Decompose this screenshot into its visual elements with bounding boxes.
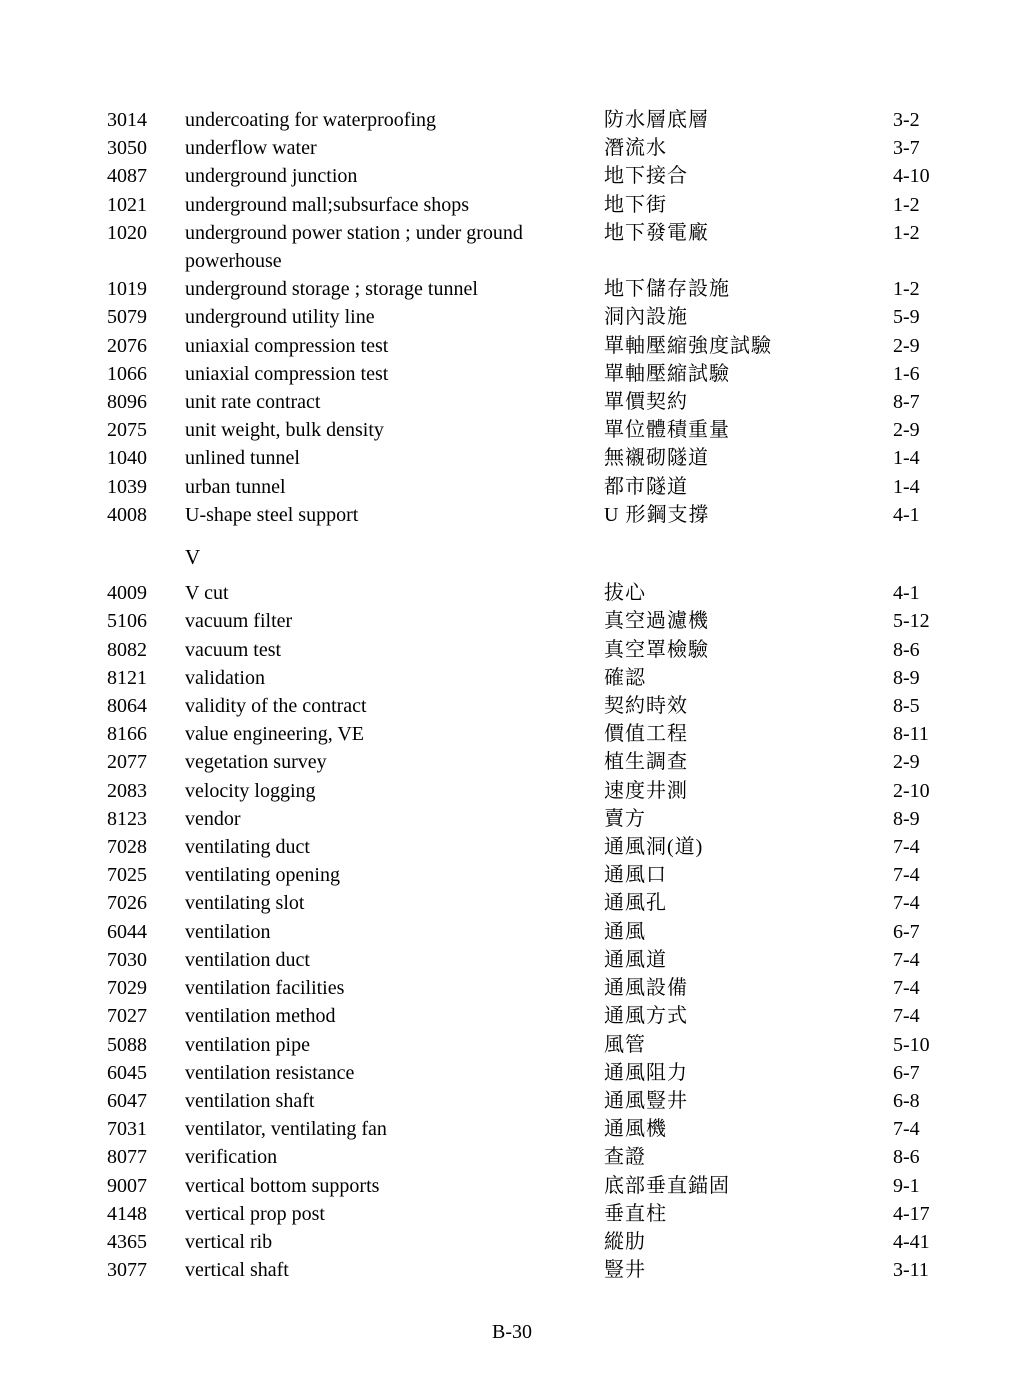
entry-code: 4148 [107, 1202, 147, 1225]
glossary-table [107, 106, 984, 1284]
entry-english-term: ventilation resistance [185, 1061, 355, 1084]
glossary-entry-row [107, 1115, 984, 1143]
entry-code: 8121 [107, 666, 147, 689]
entry-english-term: vendor [185, 807, 241, 830]
entry-code: 5088 [107, 1033, 147, 1056]
entry-page-ref: 1-6 [893, 362, 920, 385]
entry-code: 8123 [107, 807, 147, 830]
entry-chinese-term: 無襯砌隧道 [604, 447, 709, 470]
entry-chinese-term: 通風設備 [604, 977, 688, 1000]
entry-page-ref: 3-2 [893, 109, 920, 131]
entry-english-term: vertical prop post [185, 1202, 325, 1225]
glossary-entry-row [107, 720, 984, 748]
entry-page-ref: 7-4 [893, 892, 920, 915]
entry-english-term: vacuum filter [185, 610, 293, 633]
entry-chinese-term: 通風機 [604, 1118, 667, 1141]
entry-english-term: unlined tunnel [185, 447, 300, 470]
entry-chinese-term: 防水層底層 [604, 109, 709, 131]
entry-english-term: underground mall;subsurface shops [185, 193, 470, 216]
entry-code: 1039 [107, 475, 147, 498]
entry-chinese-term: 地下儲存設施 [604, 278, 730, 301]
entry-code: 8166 [107, 723, 147, 746]
entry-page-ref: 7-4 [893, 1005, 920, 1028]
page-number: B-30 [492, 1321, 532, 1343]
glossary-entry-row [107, 1031, 984, 1059]
entry-english-term: ventilation duct [185, 948, 310, 971]
entry-page-ref: 7-4 [893, 836, 920, 859]
entry-english-term: underflow water [185, 137, 317, 160]
entry-chinese-term: 價值工程 [604, 723, 688, 746]
entry-page-ref: 8-6 [893, 1146, 920, 1169]
entry-code: 4365 [107, 1230, 147, 1253]
entry-english-term: vacuum test [185, 638, 282, 661]
entry-english-term: ventilator, ventilating fan [185, 1118, 387, 1141]
entry-english-term: underground power station ; under ground powerhouse [185, 221, 523, 273]
entry-chinese-term: 通風 [604, 920, 646, 943]
entry-chinese-term: 通風豎井 [604, 1089, 688, 1112]
entry-chinese-term: 單位體積重量 [604, 419, 730, 442]
entry-chinese-term: 植生調查 [604, 751, 688, 774]
entry-page-ref: 3-11 [893, 1259, 929, 1282]
entry-code: 8064 [107, 695, 147, 718]
entry-page-ref: 1-4 [893, 447, 920, 470]
entry-english-term: undercoating for waterproofing [185, 109, 437, 131]
entry-chinese-term: 都市隧道 [604, 475, 688, 498]
entry-english-term: ventilating duct [185, 836, 310, 859]
entry-code: 9007 [107, 1174, 147, 1197]
entry-english-term: ventilation shaft [185, 1089, 315, 1112]
entry-page-ref: 8-9 [893, 807, 920, 830]
glossary-entry-row [107, 303, 984, 331]
glossary-entry-row [107, 1002, 984, 1030]
entry-code: 6044 [107, 920, 147, 943]
glossary-entry-row [107, 1143, 984, 1171]
entry-chinese-term: 契約時效 [604, 695, 688, 718]
entry-page-ref: 8-11 [893, 723, 929, 746]
section-letter-header: V [185, 545, 201, 570]
entry-page-ref: 4-1 [893, 503, 920, 526]
entry-page-ref: 8-9 [893, 666, 920, 689]
entry-code: 2077 [107, 751, 147, 774]
entry-page-ref: 6-8 [893, 1089, 920, 1112]
entry-code: 7029 [107, 977, 147, 1000]
glossary-entry-row [107, 388, 984, 416]
entry-english-term: urban tunnel [185, 475, 286, 498]
entry-english-term: uniaxial compression test [185, 362, 389, 385]
entry-chinese-term: 速度井測 [604, 779, 688, 802]
entry-code: 3050 [107, 137, 147, 160]
entry-code: 8082 [107, 638, 147, 661]
entry-page-ref: 2-9 [893, 419, 920, 442]
entry-page-ref: 6-7 [893, 1061, 920, 1084]
entry-chinese-term: 單軸壓縮強度試驗 [604, 334, 772, 357]
entry-code: 2076 [107, 334, 147, 357]
entry-code: 2083 [107, 779, 147, 802]
glossary-entry-row [107, 1059, 984, 1087]
glossary-entry-row [107, 134, 984, 162]
entry-page-ref: 4-10 [893, 165, 930, 188]
entry-chinese-term: 通風阻力 [604, 1061, 688, 1084]
entry-code: 6047 [107, 1089, 147, 1112]
entry-chinese-term: 通風口 [604, 864, 667, 887]
entry-english-term: ventilation facilities [185, 977, 345, 1000]
entry-page-ref: 1-2 [893, 278, 920, 301]
entry-english-term: ventilation method [185, 1005, 336, 1028]
entry-code: 1040 [107, 447, 147, 470]
glossary-entry-row [107, 275, 984, 303]
glossary-entry-row [107, 416, 984, 444]
entry-code: 7031 [107, 1118, 147, 1141]
entry-code: 7028 [107, 836, 147, 859]
glossary-entry-row [107, 106, 984, 134]
entry-chinese-term: 真空罩檢驗 [604, 638, 709, 661]
entry-chinese-term: 地下街 [604, 193, 667, 216]
entry-code: 1021 [107, 193, 147, 216]
entry-page-ref: 1-4 [893, 475, 920, 498]
glossary-entry-row [107, 861, 984, 889]
entry-english-term: vegetation survey [185, 751, 327, 774]
glossary-entry-row [107, 444, 984, 472]
entry-code: 5106 [107, 610, 147, 633]
entry-page-ref: 4-17 [893, 1202, 930, 1225]
entry-code: 1066 [107, 362, 147, 385]
entry-english-term: unit rate contract [185, 391, 321, 414]
entry-page-ref: 5-10 [893, 1033, 930, 1056]
glossary-entry-row [107, 1087, 984, 1115]
entry-code: 3077 [107, 1259, 147, 1282]
entry-page-ref: 7-4 [893, 864, 920, 887]
entry-page-ref: 8-7 [893, 391, 920, 414]
entry-english-term: ventilation [185, 920, 271, 943]
entry-page-ref: 6-7 [893, 920, 920, 943]
entry-page-ref: 2-10 [893, 779, 930, 802]
entry-chinese-term: 豎井 [604, 1259, 646, 1282]
entry-code: 4087 [107, 165, 147, 188]
entry-english-term: uniaxial compression test [185, 334, 389, 357]
glossary-entry-row [107, 501, 984, 529]
entry-english-term: vertical bottom supports [185, 1174, 380, 1197]
entry-code: 8096 [107, 391, 147, 414]
glossary-entry-row [107, 1172, 984, 1200]
entry-code: 7030 [107, 948, 147, 971]
entry-chinese-term: 拔心 [604, 582, 646, 605]
entry-code: 8077 [107, 1146, 147, 1169]
entry-english-term: unit weight, bulk density [185, 419, 384, 442]
entry-code: 2075 [107, 419, 147, 442]
entry-english-term: underground utility line [185, 306, 375, 329]
glossary-entry-row [107, 1228, 984, 1256]
entry-code: 3014 [107, 109, 147, 131]
entry-code: 6045 [107, 1061, 147, 1084]
entry-chinese-term: 洞內設施 [604, 306, 688, 329]
entry-chinese-term: 垂直柱 [604, 1202, 667, 1225]
entry-english-term: verification [185, 1146, 278, 1169]
entry-page-ref: 7-4 [893, 948, 920, 971]
glossary-entry-row [107, 748, 984, 776]
entry-chinese-term: 潛流水 [604, 137, 667, 160]
entry-page-ref: 3-7 [893, 137, 920, 160]
entry-code: 1020 [107, 221, 147, 244]
glossary-entry-row [107, 889, 984, 917]
glossary-entry-row [107, 777, 984, 805]
entry-chinese-term: 賣方 [604, 807, 646, 830]
entry-page-ref: 7-4 [893, 1118, 920, 1141]
entry-page-ref: 5-9 [893, 306, 920, 329]
entry-chinese-term: 通風洞(道) [604, 836, 704, 859]
entry-page-ref: 4-1 [893, 582, 920, 605]
glossary-entry-row [107, 664, 984, 692]
entry-page-ref: 1-2 [893, 221, 920, 244]
glossary-entry-row [107, 636, 984, 664]
glossary-entry-row [107, 162, 984, 190]
glossary-entry-row [107, 191, 984, 219]
entry-chinese-term: 通風方式 [604, 1005, 688, 1028]
entry-page-ref: 2-9 [893, 334, 920, 357]
entry-chinese-term: 地下發電廠 [604, 221, 709, 244]
entry-code: 4008 [107, 503, 147, 526]
glossary-entry-row [107, 607, 984, 635]
entry-english-term: V cut [185, 582, 229, 605]
entry-page-ref: 8-5 [893, 695, 920, 718]
glossary-entry-row [107, 805, 984, 833]
entry-chinese-term: 單軸壓縮試驗 [604, 362, 730, 385]
glossary-entry-row [107, 473, 984, 501]
entry-english-term: underground junction [185, 165, 358, 188]
glossary-entry-row [107, 579, 984, 607]
entry-chinese-term: 查證 [604, 1146, 646, 1169]
glossary-entry-row [107, 1256, 984, 1284]
entry-english-term: validation [185, 666, 265, 689]
entry-code: 7025 [107, 864, 147, 887]
glossary-entry-row [107, 692, 984, 720]
entry-chinese-term: 縱肋 [604, 1230, 646, 1253]
glossary-entry-row [107, 360, 984, 388]
entry-code: 5079 [107, 306, 147, 329]
entry-chinese-term: 通風道 [604, 948, 667, 971]
entry-english-term: vertical rib [185, 1230, 273, 1253]
glossary-entry-row [107, 974, 984, 1002]
entry-chinese-term: 確認 [604, 666, 646, 689]
entry-page-ref: 2-9 [893, 751, 920, 774]
glossary-entry-row [107, 918, 984, 946]
entry-english-term: underground storage ; storage tunnel [185, 278, 478, 301]
entry-code: 1019 [107, 278, 147, 301]
entry-chinese-term: 風管 [604, 1033, 646, 1056]
entry-page-ref: 1-2 [893, 193, 920, 216]
entry-code: 4009 [107, 582, 147, 605]
glossary-entry-row [107, 833, 984, 861]
entry-chinese-term: U 形鋼支撐 [604, 503, 710, 526]
entry-chinese-term: 真空過濾機 [604, 610, 709, 633]
entry-english-term: validity of the contract [185, 695, 367, 718]
entry-code: 7027 [107, 1005, 147, 1028]
entry-chinese-term: 地下接合 [604, 165, 688, 188]
entry-chinese-term: 底部垂直錨固 [604, 1174, 730, 1197]
entry-english-term: ventilating slot [185, 892, 305, 915]
glossary-entry-row [107, 1200, 984, 1228]
entry-page-ref: 9-1 [893, 1174, 920, 1197]
entry-page-ref: 4-41 [893, 1230, 930, 1253]
glossary-entry-row [107, 946, 984, 974]
entry-english-term: value engineering, VE [185, 723, 365, 746]
entry-english-term: U-shape steel support [185, 503, 359, 526]
entry-english-term: ventilating opening [185, 864, 340, 887]
entry-page-ref: 5-12 [893, 610, 930, 633]
entry-english-term: velocity logging [185, 779, 316, 802]
glossary-entry-row [107, 219, 984, 275]
entry-chinese-term: 通風孔 [604, 892, 667, 915]
entry-chinese-term: 單價契約 [604, 391, 688, 414]
entry-page-ref: 7-4 [893, 977, 920, 1000]
entry-page-ref: 8-6 [893, 638, 920, 661]
entry-code: 7026 [107, 892, 147, 915]
glossary-entry-row [107, 332, 984, 360]
entry-english-term: vertical shaft [185, 1259, 289, 1282]
entry-english-term: ventilation pipe [185, 1033, 310, 1056]
